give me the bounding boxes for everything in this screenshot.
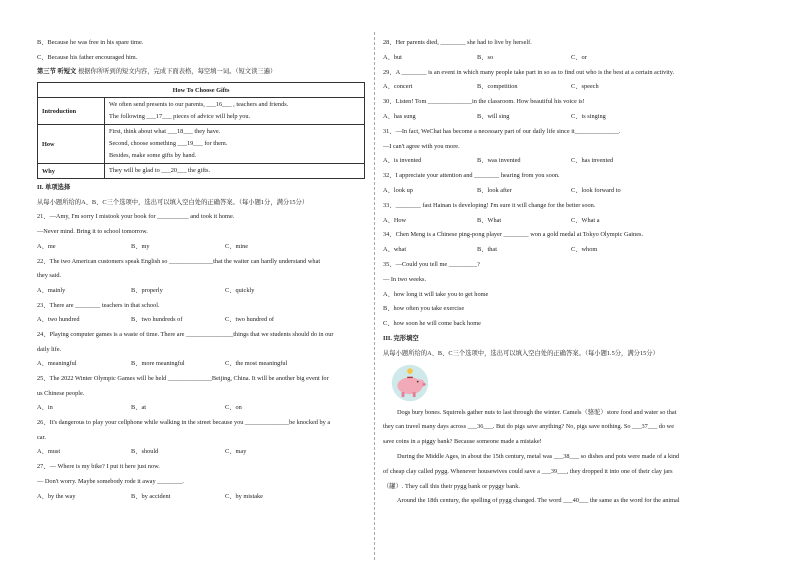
options-row bbox=[37, 240, 365, 255]
question-line: 35、—Could you tell me _________? bbox=[383, 260, 480, 268]
answer-option[interactable]: B、my bbox=[131, 242, 150, 250]
table-row bbox=[38, 98, 365, 125]
answer-option[interactable]: B、that bbox=[477, 246, 497, 254]
options-row bbox=[383, 214, 768, 229]
question-line: 33、________ fast Hainan is developing! I'm sure it will change for the better soon. bbox=[383, 201, 596, 209]
passage-line: they can travel many days across ___36___. But do pigs save anything? No, pigs save nothing. So ___37___ do we bbox=[383, 423, 675, 431]
question-line: —I can't agree with you more. bbox=[383, 142, 460, 150]
table-row bbox=[38, 125, 365, 164]
passage-line: （罐）. They call this their pygg bank or pyggy bank. bbox=[383, 482, 520, 490]
options-row bbox=[383, 154, 768, 169]
answer-option[interactable]: A、mainly bbox=[37, 286, 66, 294]
options-row bbox=[383, 80, 768, 95]
answer-option[interactable]: C、What a bbox=[571, 216, 600, 224]
question-line: daily life. bbox=[37, 345, 62, 353]
options-row bbox=[37, 357, 365, 372]
question-line: 27、— Where is my bike? I put it here just now. bbox=[37, 463, 160, 471]
answer-option[interactable]: C、quickly bbox=[225, 286, 255, 294]
row-text: Besides, make some gifts by hand. bbox=[109, 152, 197, 160]
section2-instruction: 从每小题所给的A、B、C三个选项中，选出可以填入空白处的正确答案。（每小题1分，满分15分） bbox=[37, 198, 309, 206]
right-questions bbox=[383, 36, 768, 258]
answer-option[interactable]: C、the most meaningful bbox=[225, 360, 288, 368]
answer-option[interactable]: A、in bbox=[37, 404, 53, 412]
section3-title: III. 完形填空 bbox=[383, 334, 419, 342]
answer-option[interactable]: C、speech bbox=[571, 83, 599, 91]
answer-option[interactable]: A、look up bbox=[383, 186, 413, 194]
answer-option[interactable]: B、two hundreds of bbox=[131, 316, 183, 324]
answer-option[interactable]: A、How bbox=[383, 216, 407, 224]
question-line: 25、The 2022 Winter Olympic Games will be held ______________Beijing, China. It will be another big event for bbox=[37, 375, 329, 382]
option-line: C、how soon he will come back home bbox=[383, 320, 481, 328]
left-questions bbox=[37, 210, 365, 504]
right-column bbox=[383, 36, 768, 509]
option-line: C、Because his father encouraged him. bbox=[37, 53, 138, 61]
options-row bbox=[37, 313, 365, 328]
options-row bbox=[383, 110, 768, 125]
question-line: 24、Playing computer games is a waste of time. There are _______________things that we students should do in our bbox=[37, 330, 334, 338]
answer-option[interactable]: B、What bbox=[477, 216, 502, 224]
answer-option[interactable]: B、look after bbox=[477, 186, 512, 194]
row-text: The following ___17___ pieces of advice will help you. bbox=[109, 113, 251, 121]
piggy-bank-icon bbox=[389, 364, 431, 402]
question-line: 22、The two American customers speak English so ______________that the waiter can hardly understand what bbox=[37, 257, 321, 265]
section-title: 第三节 听短文 bbox=[37, 68, 77, 76]
question-line: 31、—In fact, WeChat has become a necessary part of our daily life since it______________. bbox=[383, 127, 621, 135]
row-label: How bbox=[38, 125, 105, 164]
row-label: Why bbox=[38, 164, 105, 179]
answer-option[interactable]: C、on bbox=[225, 404, 242, 412]
left-column bbox=[37, 36, 365, 504]
options-row bbox=[37, 284, 365, 299]
answer-option[interactable]: C、two hundred of bbox=[225, 316, 274, 324]
answer-option[interactable]: B、properly bbox=[131, 286, 163, 294]
options-row bbox=[383, 243, 768, 258]
answer-option[interactable]: A、must bbox=[37, 448, 61, 456]
question-line: 28、Her parents died, ________ she had to live by herself. bbox=[383, 39, 532, 46]
answer-option[interactable]: B、at bbox=[131, 404, 147, 412]
option-line: B、Because he was free in his spare time. bbox=[37, 39, 144, 46]
passage-line: Dogs bury bones. Squirrels gather nuts to last through the winter. Camels（骆驼）store food and water so that bbox=[397, 408, 677, 416]
row-text: First, think about what ___18___ they have. bbox=[109, 128, 221, 136]
answer-option[interactable]: A、what bbox=[383, 246, 407, 254]
question-line: they said. bbox=[37, 272, 62, 280]
options-row bbox=[383, 51, 768, 66]
answer-option[interactable]: B、will sing bbox=[477, 112, 510, 120]
passage-line: Around the 18th century, the spelling of pygg changed. The word ___40___ the same as the word for the animal bbox=[397, 497, 680, 505]
answer-option[interactable]: B、competition bbox=[477, 83, 518, 91]
question-line: — Don't worry. Maybe somebody rode it away ________. bbox=[37, 477, 184, 485]
section2-title: II. 单项选择 bbox=[37, 184, 71, 192]
answer-option[interactable]: C、may bbox=[225, 448, 247, 456]
answer-option[interactable]: C、by mistake bbox=[225, 492, 263, 500]
answer-option[interactable]: A、me bbox=[37, 242, 56, 250]
question-line: —Never mind. Bring it to school tomorrow. bbox=[37, 228, 148, 236]
row-label: Introduction bbox=[38, 98, 105, 125]
answer-option[interactable]: A、two hundred bbox=[37, 316, 80, 324]
passage-line: save coins in a piggy bank? Because someone made a mistake! bbox=[383, 438, 542, 446]
answer-option[interactable]: A、by the way bbox=[37, 492, 76, 500]
option-line: A、how long it will take you to get home bbox=[383, 290, 489, 298]
answer-option[interactable]: B、more meaningful bbox=[131, 360, 185, 368]
options-row bbox=[37, 445, 365, 460]
answer-option[interactable]: A、has sung bbox=[383, 112, 416, 120]
answer-option[interactable]: B、so bbox=[477, 53, 494, 61]
options-row bbox=[383, 184, 768, 199]
question-line: 32、I appreciate your attention and ________ hearing from you soon. bbox=[383, 172, 560, 180]
row-text: Second, choose something ___19___ for them. bbox=[109, 140, 228, 148]
answer-option[interactable]: C、whom bbox=[571, 246, 598, 254]
section-instruction: 根据你所听到的短文内容，完成下面表格，每空填一词。（短文读三遍） bbox=[77, 68, 277, 76]
gift-table bbox=[37, 82, 365, 179]
table-row bbox=[38, 164, 365, 179]
answer-option[interactable]: A、concert bbox=[383, 83, 413, 91]
question-line: 29、A ________ is an event in which many people take part in so as to find out who is the best at a certain activity. bbox=[383, 68, 675, 76]
answer-option[interactable]: B、should bbox=[131, 448, 159, 456]
section3-heading bbox=[37, 65, 365, 80]
section3-instruction: 从每小题所给的A、B、C三个选项中，选出可以填入空白处的正确答案。（每小题1.5分，满分15分） bbox=[383, 349, 659, 357]
question-line: — In two weeks. bbox=[383, 275, 427, 283]
cloze-passage bbox=[383, 406, 768, 510]
question-line: 34、Chen Meng is a Chinese ping-pong player ________ won a gold medal at Tokyo Olympic Gaines. bbox=[383, 231, 644, 239]
answer-option[interactable]: C、look forward to bbox=[571, 186, 621, 194]
answer-option[interactable]: C、or bbox=[571, 53, 587, 61]
options-row bbox=[37, 401, 365, 416]
question-line: 30、Listen! Tom ______________in the classroom. How beautiful his voice is! bbox=[383, 98, 585, 106]
options-row bbox=[37, 490, 365, 505]
passage-line: of cheap clay called pygg. Whenever housewives could save a ___39___, they dropped it into one of their clay jars bbox=[383, 467, 673, 475]
answer-option[interactable]: B、by accident bbox=[131, 492, 171, 500]
question-line: 23、There are ________ teachers in that school. bbox=[37, 301, 160, 309]
answer-option[interactable]: A、is invented bbox=[383, 157, 422, 165]
answer-option[interactable]: C、mine bbox=[225, 242, 249, 250]
row-text: They will be glad to ___20___ the gifts. bbox=[109, 167, 211, 175]
answer-option[interactable]: B、was invented bbox=[477, 157, 521, 165]
passage-line: During the Middle Ages, in about the 15th century, metal was ___38___ so dishes and pots were made of a kind bbox=[397, 452, 680, 460]
answer-option[interactable]: C、is singing bbox=[571, 112, 606, 120]
row-text: We often send presents to our parents, ___16___ , teachers and friends. bbox=[109, 101, 289, 109]
table-title: How To Choose Gifts bbox=[38, 83, 365, 98]
answer-option[interactable]: A、meaningful bbox=[37, 360, 77, 368]
question-line: 21、—Amy, I'm sorry I mistook your book for __________ and took it home. bbox=[37, 213, 235, 221]
column-divider bbox=[374, 32, 375, 560]
option-line: B、how often you take exercise bbox=[383, 305, 465, 313]
question-line: 26、It's dangerous to play your cellphone while walking in the street because you ______________be knocked by a bbox=[37, 419, 331, 427]
question-line: car. bbox=[37, 433, 46, 441]
answer-option[interactable]: A、but bbox=[383, 53, 402, 61]
answer-option[interactable]: C、has invented bbox=[571, 157, 614, 165]
question-line: us Chinese people. bbox=[37, 389, 85, 397]
